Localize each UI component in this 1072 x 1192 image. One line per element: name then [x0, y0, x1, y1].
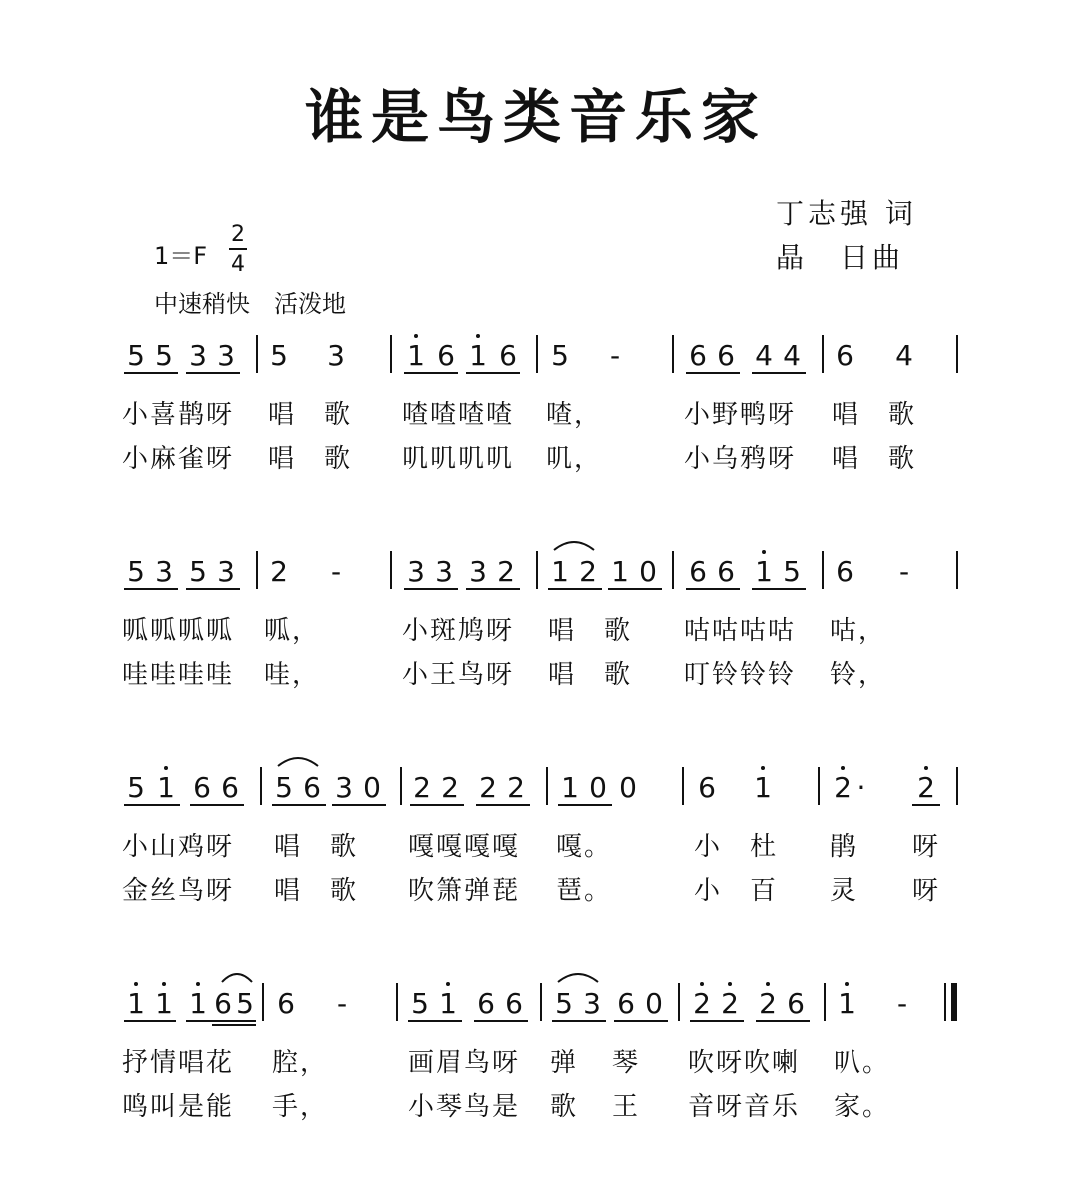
song-title: 谁是鸟类音乐家	[304, 83, 767, 151]
note: 6	[277, 987, 295, 1020]
lyric: 鹃	[830, 832, 859, 862]
note: 6	[698, 771, 716, 804]
note: 4	[783, 339, 801, 372]
slur-mark	[552, 538, 596, 552]
lyric: 唱	[274, 876, 303, 906]
eighth-underline	[186, 372, 240, 374]
lyric: 喳喳喳喳	[402, 400, 515, 430]
note: 3	[469, 555, 487, 588]
lyric: 叮铃铃铃	[684, 660, 797, 690]
dash: -	[898, 555, 910, 588]
lyricist-credit: 丁志强 词	[776, 197, 917, 230]
high-octave-dot	[164, 766, 168, 770]
lyric: 歌	[550, 1092, 579, 1122]
lyric: 哇哇哇哇	[122, 660, 235, 690]
note: 2	[721, 987, 739, 1020]
note: 2	[759, 987, 777, 1020]
eighth-underline	[410, 804, 464, 806]
lyric: 歌	[888, 444, 917, 474]
lyric: 歌	[888, 400, 917, 430]
dash: -	[330, 555, 342, 588]
lyric: 唱	[268, 444, 297, 474]
note: 6	[303, 771, 321, 804]
note: 5	[127, 339, 145, 372]
lyric: 呱呱呱呱	[122, 616, 235, 646]
final-barline-thick	[951, 983, 957, 1021]
note: 3	[217, 555, 235, 588]
barline	[546, 767, 548, 805]
note: 6	[617, 987, 635, 1020]
lyric: 小	[694, 876, 723, 906]
lyric: 腔，	[272, 1048, 329, 1078]
lyric: 喳，	[546, 400, 603, 430]
note: 6	[193, 771, 211, 804]
note: 6	[499, 339, 517, 372]
barline	[262, 983, 264, 1021]
slur-mark	[220, 970, 254, 984]
note: 0	[639, 555, 657, 588]
time-signature-bottom: 4	[231, 252, 245, 277]
final-barline-thin	[944, 983, 946, 1021]
lyric: 叭。	[834, 1048, 891, 1078]
note: 2	[497, 555, 515, 588]
note: 2	[579, 555, 597, 588]
note: 0	[645, 987, 663, 1020]
note: 5	[236, 987, 254, 1020]
lyric: 歌	[324, 400, 353, 430]
note: 2	[917, 771, 935, 804]
barline	[540, 983, 542, 1021]
lyric: 小山鸡呀	[122, 832, 235, 862]
barline	[536, 551, 538, 589]
note: 6	[717, 339, 735, 372]
lyric: 小琴鸟是	[408, 1092, 521, 1122]
note: 5	[275, 771, 293, 804]
note: 5	[555, 987, 573, 1020]
lyric: 琶。	[556, 876, 613, 906]
tempo-marking: 中速稍快 活泼地	[154, 290, 346, 318]
lyric: 音呀音乐	[688, 1092, 801, 1122]
eighth-underline	[404, 372, 458, 374]
note: 1	[157, 771, 175, 804]
note: 2	[834, 771, 852, 804]
lyric: 小王鸟呀	[402, 660, 515, 690]
lyric: 吹呀吹喇	[688, 1048, 801, 1078]
note: 1	[838, 987, 856, 1020]
barline	[396, 983, 398, 1021]
note: 6	[717, 555, 735, 588]
slur-mark	[556, 970, 600, 984]
note: 6	[214, 987, 232, 1020]
composer-credit: 晶 日曲	[776, 241, 905, 274]
high-octave-dot	[446, 982, 450, 986]
barline	[256, 335, 258, 373]
barline	[682, 767, 684, 805]
dash: -	[609, 339, 621, 372]
lyric: 唱	[274, 832, 303, 862]
lyric: 嘎。	[556, 832, 613, 862]
eighth-underline	[124, 804, 180, 806]
lyric: 金丝鸟呀	[122, 876, 235, 906]
eighth-underline	[608, 588, 662, 590]
eighth-underline	[190, 804, 244, 806]
note: 1	[755, 555, 773, 588]
note: 2	[413, 771, 431, 804]
barline	[672, 551, 674, 589]
high-octave-dot	[700, 982, 704, 986]
note: 1	[551, 555, 569, 588]
eighth-underline	[686, 588, 740, 590]
eighth-underline	[466, 372, 520, 374]
barline	[678, 983, 680, 1021]
dotted-note-dot: ·	[856, 771, 866, 804]
lyric: 歌	[324, 444, 353, 474]
lyric: 咕咕咕咕	[684, 616, 797, 646]
note: 6	[477, 987, 495, 1020]
eighth-underline	[408, 1020, 462, 1022]
lyric: 嘎嘎嘎嘎	[408, 832, 521, 862]
lyric: 歌	[604, 616, 633, 646]
note: 1	[561, 771, 579, 804]
note: 5	[411, 987, 429, 1020]
eighth-underline	[332, 804, 386, 806]
lyric: 王	[612, 1092, 641, 1122]
time-signature-top: 2	[231, 222, 245, 247]
barline	[818, 767, 820, 805]
lyric: 唱	[832, 444, 861, 474]
barline	[390, 335, 392, 373]
note: 6	[689, 555, 707, 588]
lyric: 歌	[330, 876, 359, 906]
note: 2	[441, 771, 459, 804]
barline	[260, 767, 262, 805]
high-octave-dot	[762, 550, 766, 554]
high-octave-dot	[196, 982, 200, 986]
barline	[822, 551, 824, 589]
eighth-underline	[186, 588, 240, 590]
note: 6	[787, 987, 805, 1020]
dash: -	[336, 987, 348, 1020]
lyric: 画眉鸟呀	[408, 1048, 521, 1078]
high-octave-dot	[761, 766, 765, 770]
lyric: 呱，	[264, 616, 321, 646]
lyric: 琴	[612, 1048, 641, 1078]
note: 5	[155, 339, 173, 372]
note: 2	[693, 987, 711, 1020]
note: 1	[469, 339, 487, 372]
note: 6	[505, 987, 523, 1020]
note: 3	[189, 339, 207, 372]
high-octave-dot	[162, 982, 166, 986]
lyric: 手，	[272, 1092, 329, 1122]
note: 4	[755, 339, 773, 372]
note: 5	[551, 339, 569, 372]
eighth-underline	[552, 1020, 606, 1022]
note: 3	[327, 339, 345, 372]
high-octave-dot	[134, 982, 138, 986]
high-octave-dot	[414, 334, 418, 338]
lyric: 呀	[912, 832, 941, 862]
note: 5	[783, 555, 801, 588]
eighth-underline	[476, 804, 530, 806]
lyric: 小斑鸠呀	[402, 616, 515, 646]
note: 2	[507, 771, 525, 804]
barline	[256, 551, 258, 589]
lyric: 歌	[330, 832, 359, 862]
barline	[956, 551, 958, 589]
note: 0	[619, 771, 637, 804]
eighth-underline	[614, 1020, 668, 1022]
eighth-underline	[558, 804, 612, 806]
eighth-underline	[124, 1020, 176, 1022]
eighth-underline	[752, 588, 806, 590]
note: 1	[155, 987, 173, 1020]
barline	[822, 335, 824, 373]
high-octave-dot	[841, 766, 845, 770]
lyric: 哇，	[264, 660, 321, 690]
lyric: 铃，	[830, 660, 887, 690]
note: 1	[407, 339, 425, 372]
note: 0	[363, 771, 381, 804]
note: 6	[221, 771, 239, 804]
note: 3	[407, 555, 425, 588]
eighth-underline	[912, 804, 940, 806]
high-octave-dot	[845, 982, 849, 986]
lyric: 小乌鸦呀	[684, 444, 797, 474]
barline	[400, 767, 402, 805]
lyric: 灵	[830, 876, 859, 906]
eighth-underline	[124, 372, 178, 374]
note: 4	[895, 339, 913, 372]
barline	[672, 335, 674, 373]
note: 1	[127, 987, 145, 1020]
lyric: 叽，	[546, 444, 603, 474]
note: 6	[836, 339, 854, 372]
note: 5	[270, 339, 288, 372]
note: 3	[155, 555, 173, 588]
eighth-underline	[124, 588, 178, 590]
lyric: 叽叽叽叽	[402, 444, 515, 474]
eighth-underline	[404, 588, 458, 590]
lyric: 咕，	[830, 616, 887, 646]
slur-mark	[276, 754, 320, 768]
note: 3	[335, 771, 353, 804]
lyric: 歌	[604, 660, 633, 690]
lyric: 百	[750, 876, 779, 906]
lyric: 唱	[268, 400, 297, 430]
note: 5	[189, 555, 207, 588]
barline	[956, 767, 958, 805]
sixteenth-underline	[212, 1024, 256, 1026]
high-octave-dot	[766, 982, 770, 986]
note: 2	[479, 771, 497, 804]
lyric: 小野鸭呀	[684, 400, 797, 430]
note: 3	[217, 339, 235, 372]
note: 3	[435, 555, 453, 588]
note: 0	[589, 771, 607, 804]
lyric: 杜	[750, 832, 779, 862]
eighth-underline	[690, 1020, 744, 1022]
barline	[824, 983, 826, 1021]
high-octave-dot	[728, 982, 732, 986]
eighth-underline	[466, 588, 520, 590]
high-octave-dot	[924, 766, 928, 770]
note: 6	[437, 339, 455, 372]
lyric: 抒情唱花	[122, 1048, 235, 1078]
note: 1	[754, 771, 772, 804]
note: 1	[189, 987, 207, 1020]
lyric: 唱	[832, 400, 861, 430]
eighth-underline	[548, 588, 602, 590]
high-octave-dot	[476, 334, 480, 338]
barline	[390, 551, 392, 589]
lyric: 唱	[548, 660, 577, 690]
eighth-underline	[272, 804, 326, 806]
note: 5	[127, 555, 145, 588]
note: 6	[836, 555, 854, 588]
lyric: 家。	[834, 1092, 891, 1122]
eighth-underline	[752, 372, 806, 374]
lyric: 呀	[912, 876, 941, 906]
note: 6	[689, 339, 707, 372]
note: 5	[127, 771, 145, 804]
lyric: 唱	[548, 616, 577, 646]
note: 1	[611, 555, 629, 588]
dash: -	[896, 987, 908, 1020]
note: 2	[270, 555, 288, 588]
key-signature: 1＝F	[154, 242, 208, 270]
barline	[956, 335, 958, 373]
lyric: 小麻雀呀	[122, 444, 235, 474]
eighth-underline	[686, 372, 740, 374]
note: 1	[439, 987, 457, 1020]
note: 3	[583, 987, 601, 1020]
lyric: 鸣叫是能	[122, 1092, 235, 1122]
eighth-underline	[186, 1020, 256, 1022]
lyric: 小	[694, 832, 723, 862]
lyric: 吹箫弹琵	[408, 876, 521, 906]
eighth-underline	[756, 1020, 810, 1022]
barline	[536, 335, 538, 373]
time-signature-line	[229, 248, 247, 250]
lyric: 小喜鹊呀	[122, 400, 235, 430]
eighth-underline	[474, 1020, 528, 1022]
lyric: 弹	[550, 1048, 579, 1078]
